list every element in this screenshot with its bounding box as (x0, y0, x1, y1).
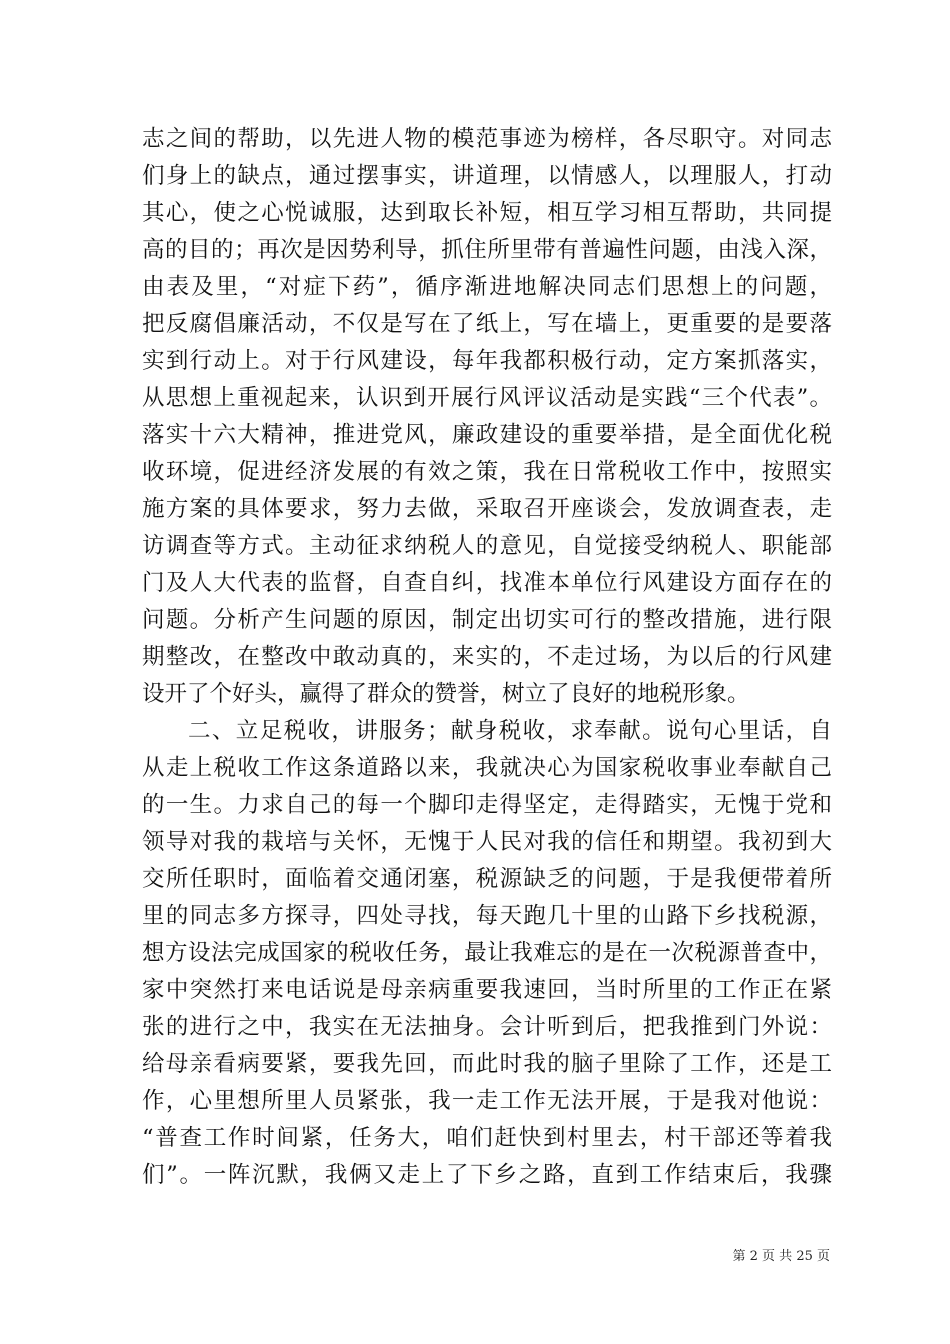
text-line: 高的目的；再次是因势利导，抓住所里带有普遍性问题，由浅入深， (142, 237, 832, 263)
text-line: “普查工作时间紧，任务大，咱们赶快到村里去，村干部还等着我 (142, 1125, 832, 1151)
text-line: 从走上税收工作这条道路以来，我就决心为国家税收事业奉献自己 (142, 755, 832, 781)
text-line: 由表及里，“对症下药”，循序渐进地解决同志们思想上的问题， (142, 274, 832, 300)
text-line: 张的进行之中，我实在无法抽身。会计听到后，把我推到门外说： (142, 1014, 832, 1040)
text-line: 想方设法完成国家的税收任务，最让我难忘的是在一次税源普查中， (142, 940, 832, 966)
text-line: 问题。分析产生问题的原因，制定出切实可行的整改措施，进行限 (142, 607, 832, 633)
text-line: 施方案的具体要求，努力去做，采取召开座谈会，发放调查表，走 (142, 496, 832, 522)
text-line: 的一生。力求自己的每一个脚印走得坚定，走得踏实，无愧于党和 (142, 792, 832, 818)
text-line: 从思想上重视起来，认识到开展行风评议活动是实践“三个代表”。 (142, 385, 832, 411)
text-line: 家中突然打来电话说是母亲病重要我速回，当时所里的工作正在紧 (142, 977, 832, 1003)
text-line: 期整改，在整改中敢动真的，来实的，不走过场，为以后的行风建 (142, 644, 832, 670)
page-number: 第 2 页 共 25 页 (732, 1249, 830, 1264)
text-line: 交所任职时，面临着交通闭塞，税源缺乏的问题，于是我便带着所 (142, 866, 832, 892)
text-line: 实到行动上。对于行风建设，每年我都积极行动，定方案抓落实， (142, 348, 832, 374)
text-line: 们”。一阵沉默，我俩又走上了下乡之路，直到工作结束后，我骤 (142, 1162, 832, 1188)
text-line: 里的同志多方探寻，四处寻找，每天跑几十里的山路下乡找税源， (142, 903, 832, 929)
text-line: 访调查等方式。主动征求纳税人的意见，自觉接受纳税人、职能部 (142, 533, 832, 559)
text-line: 领导对我的栽培与关怀，无愧于人民对我的信任和期望。我初到大 (142, 829, 832, 855)
paragraph-first-line: 二、立足税收，讲服务；献身税收，求奉献。说句心里话，自 (188, 718, 832, 744)
text-line: 落实十六大精神，推进党风，廉政建设的重要举措，是全面优化税 (142, 422, 832, 448)
text-line: 们身上的缺点，通过摆事实，讲道理，以情感人，以理服人，打动 (142, 163, 832, 189)
text-line: 门及人大代表的监督，自查自纠，找准本单位行风建设方面存在的 (142, 570, 832, 596)
text-line: 其心，使之心悦诚服，达到取长补短，相互学习相互帮助，共同提 (142, 200, 832, 226)
text-line: 收环境，促进经济发展的有效之策，我在日常税收工作中，按照实 (142, 459, 832, 485)
text-line: 作，心里想所里人员紧张，我一走工作无法开展，于是我对他说： (142, 1088, 832, 1114)
text-line: 把反腐倡廉活动，不仅是写在了纸上，写在墙上，更重要的是要落 (142, 311, 832, 337)
text-line: 给母亲看病要紧，要我先回，而此时我的脑子里除了工作，还是工 (142, 1051, 832, 1077)
text-line: 志之间的帮助，以先进人物的模范事迹为榜样，各尽职守。对同志 (142, 126, 832, 152)
paragraph-last-line: 设开了个好头，赢得了群众的赞誉，树立了良好的地税形象。 (142, 681, 750, 707)
